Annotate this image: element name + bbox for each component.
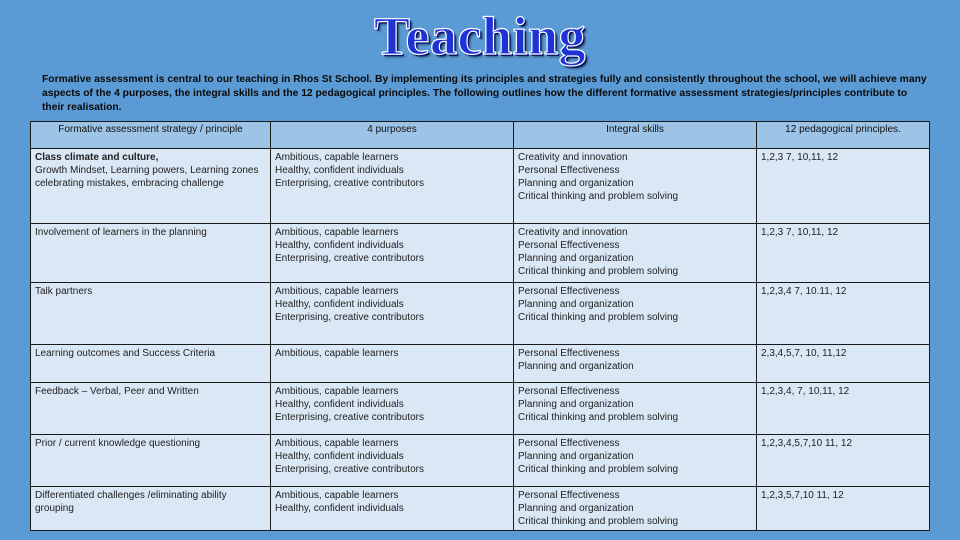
skills-line: Personal Effectiveness: [518, 386, 620, 397]
skills-line: Personal Effectiveness: [518, 165, 620, 176]
skills-line: Planning and organization: [518, 503, 634, 514]
skills-line: Creativity and innovation: [518, 227, 628, 238]
strategy-cell: [31, 283, 271, 345]
strategy-line: Talk partners: [35, 286, 93, 297]
skills-line: Planning and organization: [518, 361, 634, 372]
skills-line: Personal Effectiveness: [518, 240, 620, 251]
skills-cell: [514, 149, 757, 224]
strategy-line: Learning outcomes and Success Criteria: [35, 348, 216, 359]
strategy-line: celebrating mistakes, embracing challenge: [35, 178, 224, 189]
purposes-line: Enterprising, creative contributors: [275, 312, 424, 323]
skills-line: Planning and organization: [518, 178, 634, 189]
principles-cell: [757, 224, 930, 283]
table-row: [31, 149, 930, 224]
purposes-line: Ambitious, capable learners: [275, 490, 399, 501]
skills-line: Planning and organization: [518, 399, 634, 410]
strategy-cell: [31, 383, 271, 435]
purposes-cell: [271, 149, 514, 224]
purposes-line: Enterprising, creative contributors: [275, 253, 424, 264]
skills-cell: [514, 383, 757, 435]
principles-cell: [757, 149, 930, 224]
principles-value: 1,2,3 7, 10,11, 12: [761, 227, 839, 238]
table-body: [31, 149, 930, 531]
header-skills: Integral skills: [514, 122, 757, 149]
principles-value: 2,3,4,5,7, 10, 11,12: [761, 348, 847, 359]
principles-cell: [757, 487, 930, 531]
purposes-line: Ambitious, capable learners: [275, 227, 399, 238]
skills-cell: [514, 435, 757, 487]
header-purposes: 4 purposes: [271, 122, 514, 149]
purposes-line: Ambitious, capable learners: [275, 348, 399, 359]
intro-paragraph: Formative assessment is central to our teaching in Rhos St School. By implementing its principles and strategies fully and consistently throughout the school, we will achieve many aspects of the 4 purposes, the integral skills and the 12 pedagogical principles. The following outlines how the different formative assessment strategies/principles contribute to their realisation.: [42, 74, 927, 113]
table-row: [31, 383, 930, 435]
purposes-cell: [271, 224, 514, 283]
purposes-line: Healthy, confident individuals: [275, 451, 404, 462]
purposes-line: Healthy, confident individuals: [275, 240, 404, 251]
principles-cell: [757, 283, 930, 345]
purposes-line: Ambitious, capable learners: [275, 386, 399, 397]
skills-line: Planning and organization: [518, 451, 634, 462]
skills-line: Critical thinking and problem solving: [518, 266, 679, 277]
purposes-line: Healthy, confident individuals: [275, 299, 404, 310]
table-row: [31, 345, 930, 383]
strategy-line: Prior / current knowledge questioning: [35, 438, 201, 449]
strategy-line: Feedback – Verbal, Peer and Written: [35, 386, 199, 397]
purposes-line: Healthy, confident individuals: [275, 399, 404, 410]
purposes-cell: [271, 383, 514, 435]
header-principles: 12 pedagogical principles.: [757, 122, 930, 149]
purposes-line: Enterprising, creative contributors: [275, 412, 424, 423]
principles-cell: [757, 345, 930, 383]
formative-assessment-table: [30, 121, 930, 531]
skills-line: Critical thinking and problem solving: [518, 516, 679, 527]
strategy-line: Class climate and culture,: [35, 152, 159, 163]
purposes-line: Healthy, confident individuals: [275, 503, 404, 514]
purposes-line: Enterprising, creative contributors: [275, 464, 424, 475]
skills-cell: [514, 283, 757, 345]
strategy-line: Involvement of learners in the planning: [35, 227, 207, 238]
skills-line: Personal Effectiveness: [518, 438, 620, 449]
skills-line: Planning and organization: [518, 253, 634, 264]
principles-value: 1,2,3,4, 7, 10,11, 12: [761, 386, 850, 397]
strategy-cell: [31, 345, 271, 383]
skills-cell: [514, 345, 757, 383]
skills-line: Critical thinking and problem solving: [518, 464, 679, 475]
skills-cell: [514, 487, 757, 531]
table-row: [31, 435, 930, 487]
purposes-cell: [271, 345, 514, 383]
principles-value: 1,2,3 7, 10,11, 12: [761, 152, 839, 163]
strategy-cell: [31, 487, 271, 531]
principles-value: 1,2,3,4,5,7,10 11, 12: [761, 438, 853, 449]
purposes-line: Ambitious, capable learners: [275, 286, 399, 297]
strategy-cell: [31, 149, 271, 224]
page-title: Teaching: [373, 6, 587, 66]
table-row: [31, 224, 930, 283]
skills-line: Creativity and innovation: [518, 152, 628, 163]
strategy-line: Differentiated challenges /eliminating ability: [35, 490, 227, 501]
skills-line: Personal Effectiveness: [518, 348, 620, 359]
purposes-cell: [271, 487, 514, 531]
principles-cell: [757, 383, 930, 435]
strategy-line: grouping: [35, 503, 74, 514]
purposes-cell: [271, 283, 514, 345]
skills-line: Critical thinking and problem solving: [518, 191, 679, 202]
strategy-cell: [31, 435, 271, 487]
header-row: [31, 122, 930, 149]
principles-value: 1,2,3,4 7, 10.11, 12: [761, 286, 847, 297]
purposes-line: Ambitious, capable learners: [275, 152, 399, 163]
principles-value: 1,2,3,5,7,10 11, 12: [761, 490, 844, 501]
skills-line: Critical thinking and problem solving: [518, 312, 679, 323]
principles-cell: [757, 435, 930, 487]
purposes-line: Enterprising, creative contributors: [275, 178, 424, 189]
skills-line: Personal Effectiveness: [518, 286, 620, 297]
strategy-cell: [31, 224, 271, 283]
purposes-line: Ambitious, capable learners: [275, 438, 399, 449]
skills-line: Planning and organization: [518, 299, 634, 310]
purposes-cell: [271, 435, 514, 487]
strategy-line: Growth Mindset, Learning powers, Learning zones: [35, 165, 259, 176]
table-header: [31, 122, 930, 149]
purposes-line: Healthy, confident individuals: [275, 165, 404, 176]
skills-line: Critical thinking and problem solving: [518, 412, 679, 423]
skills-line: Personal Effectiveness: [518, 490, 620, 501]
table-row: [31, 487, 930, 531]
skills-cell: [514, 224, 757, 283]
table-row: [31, 283, 930, 345]
header-strategy: Formative assessment strategy / principle: [31, 122, 271, 149]
